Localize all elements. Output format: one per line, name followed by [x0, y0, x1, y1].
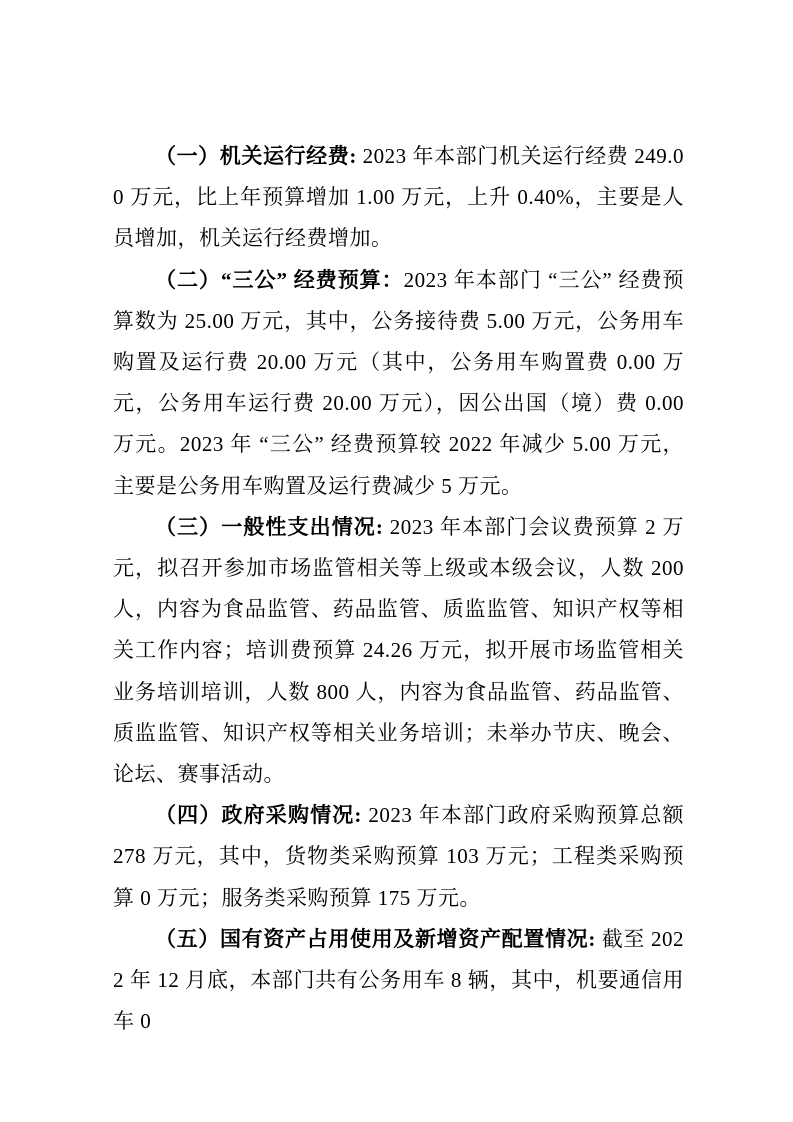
paragraph-three-public-expenses-budget — [113, 260, 684, 507]
paragraph-3-text: 2023 年本部门会议费预算 2 万元，拟召开参加市场监管相关等上级或本级会议，人数 200 人，内容为食品监管、药品监管、质监监管、知识产权等相关工作内容；培训费预算 24.26 万元，拟开展市场监管相关业务培训培训，人数 800 人，内容为食品监管、药品监管、质监监管、知识产权等相关业务培训；未举办节庆、晚会、论坛、赛事活动。 — [113, 514, 685, 787]
paragraph-agency-operating-expenses — [113, 136, 684, 260]
paragraph-4-text: 2023 年本部门政府采购预算总额 278 万元，其中，货物类采购预算 103 万元；工程类采购预算 0 万元；服务类采购预算 175 万元。 — [113, 803, 685, 910]
paragraph-1-heading: （一）机关运行经费: — [155, 144, 357, 168]
document-body — [113, 136, 684, 1042]
paragraph-5-text: 截至 2022 年 12 月底，本部门共有公务用车 8 辆，其中，机要通信用车 0 — [113, 926, 684, 1034]
paragraph-2-heading: （二）“三公” 经费预算： — [155, 267, 404, 292]
paragraph-state-owned-assets — [113, 919, 684, 1043]
paragraph-government-procurement — [113, 795, 684, 919]
paragraph-1-text: 2023 年本部门机关运行经费 249.00 万元，比上年预算增加 1.00 万元，上升 0.40%，主要是人员增加，机关运行经费增加。 — [113, 144, 684, 251]
paragraph-general-expenditure — [113, 507, 684, 795]
paragraph-2-text: 2023 年本部门 “三公” 经费预算数为 25.00 万元，其中，公务接待费 5.00 万元，公务用车购置及运行费 20.00 万元（其中，公务用车购置费 0.00 万元，公务用车运行费 20.00 万元），因公出国（境）费 0.00 万元。2023 年 “三公” 经费预算较 2022 年减少 5.00 万元，主要是公务用车购置及运行费减少 5 万元。 — [113, 267, 684, 498]
paragraph-3-heading: （三）一般性支出情况: — [155, 514, 384, 539]
paragraph-4-heading: （四）政府采购情况: — [155, 803, 362, 828]
paragraph-5-heading: （五）国有资产占用使用及新增资产配置情况: — [155, 926, 596, 951]
